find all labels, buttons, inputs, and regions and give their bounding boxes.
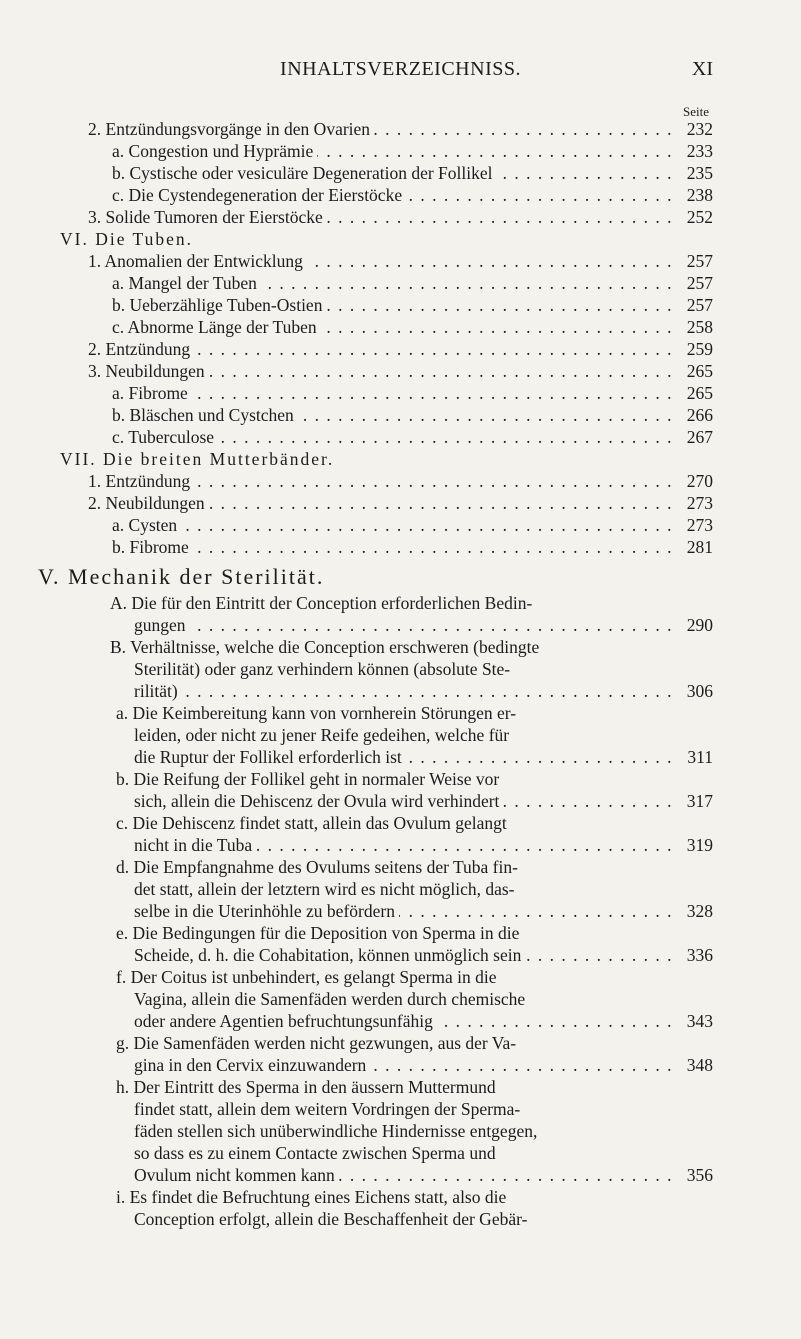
toc-entry-label: A. Die für den Eintritt der Conception erforderlichen Bedin- [110, 593, 536, 613]
toc-entry-page: 348 [686, 1055, 713, 1075]
toc-entry [0, 834, 801, 856]
toc-entry [0, 118, 801, 140]
toc-entry-page: 252 [686, 207, 713, 227]
toc-entry-text [134, 724, 713, 746]
toc-entry-text [112, 162, 673, 184]
toc-entry [0, 338, 801, 360]
toc-entry-label: selbe in die Uterinhöhle zu befördern [134, 901, 399, 921]
toc-entry-text [88, 492, 673, 514]
toc-entry [0, 1010, 801, 1032]
toc-entry-text [112, 184, 673, 206]
table-of-contents [0, 118, 801, 1230]
toc-entry-text [134, 1142, 713, 1164]
toc-entry-label: Conception erfolgt, allein die Beschaffenheit der Gebär- [134, 1209, 531, 1229]
toc-section-heading [0, 562, 801, 592]
toc-entry [0, 1098, 801, 1120]
toc-entry-text [88, 206, 673, 228]
toc-entry-label: b. Cystische oder vesiculäre Degeneration der Follikel [112, 163, 497, 183]
toc-entry-label: nicht in die Tuba [134, 835, 256, 855]
toc-entry-label: det statt, allein der letztern wird es nicht möglich, das- [134, 879, 519, 899]
toc-entry-page: 317 [686, 791, 713, 811]
page-column-label: Seite [683, 104, 709, 119]
toc-entry-page: 270 [686, 471, 713, 491]
toc-entry-page: 257 [686, 251, 713, 271]
toc-entry-label: Vagina, allein die Samenfäden werden durch chemische [134, 989, 529, 1009]
toc-entry-page: 238 [686, 185, 713, 205]
toc-entry-label: fäden stellen sich unüberwindliche Hindernisse entgegen, [134, 1121, 541, 1141]
toc-entry-page: 343 [686, 1011, 713, 1031]
toc-entry-label: rilität) [134, 681, 182, 701]
toc-entry [0, 294, 801, 316]
toc-entry [0, 316, 801, 338]
toc-entry-text [134, 1208, 713, 1230]
toc-entry-text [38, 562, 713, 592]
toc-entry-text [110, 592, 713, 614]
toc-entry-text [116, 1186, 713, 1208]
toc-entry-page: 319 [686, 835, 713, 855]
toc-entry [0, 658, 801, 680]
toc-entry [0, 878, 801, 900]
toc-entry-label: a. Fibrome [112, 383, 192, 403]
toc-entry-page: 232 [686, 119, 713, 139]
toc-entry [0, 944, 801, 966]
toc-entry-label: 3. Neubildungen [88, 361, 209, 381]
toc-entry [0, 184, 801, 206]
toc-entry [0, 900, 801, 922]
toc-entry-label: b. Ueberzählige Tuben-Ostien [112, 295, 326, 315]
toc-entry [0, 1076, 801, 1098]
toc-entry [0, 680, 801, 702]
toc-entry [0, 470, 801, 492]
toc-entry-label: 1. Anomalien der Entwicklung [88, 251, 307, 271]
running-title: INHALTSVERZEICHNISS. [280, 58, 521, 80]
toc-entry-text [134, 1098, 713, 1120]
toc-entry-label: b. Fibrome [112, 537, 193, 557]
toc-entry-text [112, 272, 673, 294]
toc-entry-page: 265 [686, 383, 713, 403]
toc-entry [0, 1120, 801, 1142]
toc-entry-label: die Ruptur der Follikel erforderlich ist [134, 747, 406, 767]
toc-entry [0, 206, 801, 228]
toc-entry [0, 536, 801, 558]
toc-entry-page: 235 [686, 163, 713, 183]
toc-entry-label: 2. Neubildungen [88, 493, 209, 513]
toc-entry-page: 257 [686, 273, 713, 293]
toc-entry-page: 273 [686, 515, 713, 535]
toc-entry-label: Sterilität) oder ganz verhindern können (absolute Ste- [134, 659, 514, 679]
toc-entry [0, 1142, 801, 1164]
toc-entry-label: a. Cysten [112, 515, 181, 535]
toc-entry-label: 1. Entzündung [88, 471, 194, 491]
page-header [0, 58, 801, 88]
toc-entry [0, 1208, 801, 1230]
toc-entry-text [134, 988, 713, 1010]
toc-entry-text [116, 1032, 713, 1054]
toc-entry-text [116, 768, 713, 790]
toc-entry-label: c. Abnorme Länge der Tuben [112, 317, 321, 337]
toc-entry [0, 404, 801, 426]
toc-entry-text [134, 680, 673, 702]
toc-entry-text [88, 470, 673, 492]
toc-entry-text [134, 834, 673, 856]
toc-entry-label: so dass es zu einem Contacte zwischen Sperma und [134, 1143, 500, 1163]
toc-entry-label: gina in den Cervix einzuwandern [134, 1055, 370, 1075]
toc-entry-label: V. Mechanik der Sterilität. [38, 564, 328, 589]
toc-entry-text [116, 966, 713, 988]
toc-entry-text [112, 404, 673, 426]
toc-entry [0, 1186, 801, 1208]
toc-entry-label: sich, allein die Dehiscenz der Ovula wird verhindert [134, 791, 503, 811]
toc-entry-text [112, 514, 673, 536]
toc-entry [0, 614, 801, 636]
toc-entry-label: VI. Die Tuben. [60, 229, 197, 249]
toc-entry-text [134, 1120, 713, 1142]
toc-entry-label: a. Congestion und Hyprämie [112, 141, 317, 161]
toc-entry-label: g. Die Samenfäden werden nicht gezwungen, aus der Va- [116, 1033, 520, 1053]
toc-entry-page: 273 [686, 493, 713, 513]
toc-entry-text [116, 856, 713, 878]
toc-entry-label: b. Bläschen und Cystchen [112, 405, 298, 425]
toc-entry-label: h. Der Eintritt des Sperma in den äussern Muttermund [116, 1077, 500, 1097]
toc-entry-page: 233 [686, 141, 713, 161]
toc-entry [0, 514, 801, 536]
toc-entry-text [134, 1164, 673, 1186]
toc-entry-label: c. Tuberculose [112, 427, 218, 447]
toc-entry-page: 258 [686, 317, 713, 337]
toc-entry-text [112, 426, 673, 448]
toc-entry [0, 492, 801, 514]
toc-entry-text [116, 812, 713, 834]
toc-entry-label: gungen [134, 615, 190, 635]
toc-entry-text [134, 1010, 673, 1032]
toc-entry-text [60, 228, 713, 250]
toc-entry-page: 267 [686, 427, 713, 447]
toc-entry [0, 1164, 801, 1186]
toc-entry-label: findet statt, allein dem weitern Vordringen der Sperma- [134, 1099, 524, 1119]
toc-entry-text [134, 746, 673, 768]
toc-entry [0, 360, 801, 382]
toc-entry-label: Scheide, d. h. die Cohabitation, können unmöglich sein [134, 945, 525, 965]
toc-entry-page: 311 [687, 747, 713, 767]
toc-entry [0, 250, 801, 272]
toc-entry-label: leiden, oder nicht zu jener Reife gedeihen, welche für [134, 725, 513, 745]
toc-entry-text [134, 658, 713, 680]
toc-entry-text [112, 140, 673, 162]
toc-entry-text [88, 360, 673, 382]
toc-entry-label: B. Verhältnisse, welche die Conception erschweren (bedingte [110, 637, 543, 657]
toc-entry [0, 856, 801, 878]
toc-entry [0, 426, 801, 448]
toc-entry-page: 257 [686, 295, 713, 315]
toc-entry-text [88, 338, 673, 360]
toc-entry-label: e. Die Bedingungen für die Deposition von Sperma in die [116, 923, 523, 943]
toc-entry-label: oder andere Agentien befruchtungsunfähig [134, 1011, 437, 1031]
toc-entry-text [60, 448, 713, 470]
toc-entry [0, 724, 801, 746]
toc-entry-page: 328 [686, 901, 713, 921]
toc-entry-label: VII. Die breiten Mutterbänder. [60, 449, 338, 469]
toc-entry [0, 382, 801, 404]
toc-entry-text [116, 922, 713, 944]
toc-entry-text [88, 250, 673, 272]
toc-entry-text [134, 1054, 673, 1076]
toc-section-heading [0, 228, 801, 250]
toc-entry-label: Ovulum nicht kommen kann [134, 1165, 339, 1185]
toc-entry-page: 306 [686, 681, 713, 701]
toc-entry-label: d. Die Empfangnahme des Ovulums seitens der Tuba fin- [116, 857, 522, 877]
toc-entry-label: c. Die Cystendegeneration der Eierstöcke [112, 185, 406, 205]
toc-entry [0, 790, 801, 812]
toc-entry [0, 592, 801, 614]
toc-entry [0, 922, 801, 944]
toc-entry-label: 2. Entzündungsvorgänge in den Ovarien [88, 119, 374, 139]
toc-entry-text [110, 636, 713, 658]
toc-entry [0, 768, 801, 790]
toc-entry-text [112, 316, 673, 338]
toc-entry [0, 812, 801, 834]
toc-entry-text [116, 1076, 713, 1098]
page-number: XI [691, 58, 713, 80]
toc-entry [0, 966, 801, 988]
toc-entry-text [134, 614, 673, 636]
toc-entry-page: 356 [686, 1165, 713, 1185]
toc-entry-label: 2. Entzündung [88, 339, 194, 359]
toc-entry [0, 162, 801, 184]
toc-entry-page: 265 [686, 361, 713, 381]
toc-entry-text [134, 944, 673, 966]
toc-entry-label: c. Die Dehiscenz findet statt, allein das Ovulum gelangt [116, 813, 511, 833]
toc-entry [0, 702, 801, 724]
toc-entry-page: 281 [686, 537, 713, 557]
toc-entry-label: i. Es findet die Befruchtung eines Eichens statt, also die [116, 1187, 510, 1207]
toc-entry-text [134, 878, 713, 900]
toc-entry-text [134, 900, 673, 922]
toc-entry-label: b. Die Reifung der Follikel geht in normaler Weise vor [116, 769, 503, 789]
toc-section-heading [0, 448, 801, 470]
toc-entry-text [112, 382, 673, 404]
toc-entry-label: a. Mangel der Tuben [112, 273, 261, 293]
toc-entry-label: a. Die Keimbereitung kann von vornherein Störungen er- [116, 703, 520, 723]
toc-entry [0, 1054, 801, 1076]
toc-entry-text [116, 702, 713, 724]
toc-entry-text [112, 294, 673, 316]
toc-entry [0, 272, 801, 294]
toc-entry-text [112, 536, 673, 558]
toc-entry [0, 140, 801, 162]
toc-entry-label: f. Der Coitus ist unbehindert, es gelangt Sperma in die [116, 967, 501, 987]
toc-entry-page: 259 [686, 339, 713, 359]
toc-entry [0, 746, 801, 768]
toc-entry-label: 3. Solide Tumoren der Eierstöcke [88, 207, 327, 227]
toc-entry-text [88, 118, 673, 140]
toc-entry [0, 1032, 801, 1054]
toc-entry-text [134, 790, 673, 812]
toc-entry-page: 336 [686, 945, 713, 965]
toc-entry [0, 636, 801, 658]
toc-entry [0, 988, 801, 1010]
toc-entry-page: 266 [686, 405, 713, 425]
toc-entry-page: 290 [686, 615, 713, 635]
